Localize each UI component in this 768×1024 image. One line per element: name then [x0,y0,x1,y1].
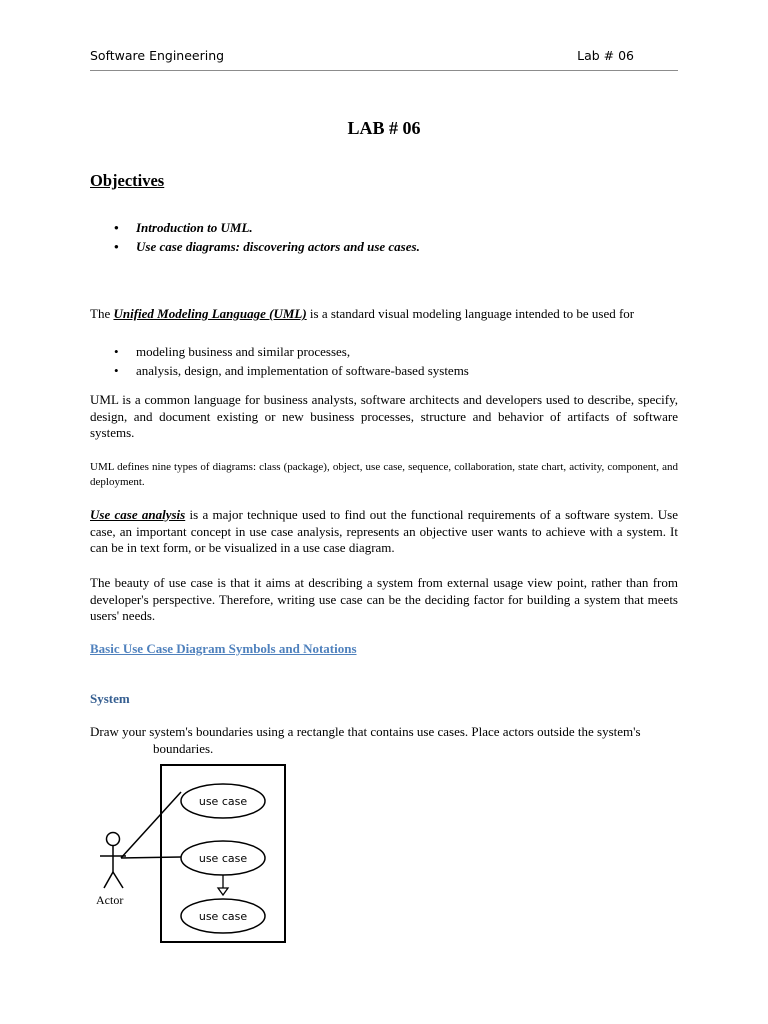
use-case-label: use case [198,910,248,923]
list-item: • Introduction to UML. [114,218,420,237]
system-paragraph [90,724,678,757]
use-case-beauty-paragraph: The beauty of use case is that it aims at describing a system from external usage view point, rather than from developer's perspective. Therefore, writing use case can be the deciding factor for building a system that meets users' needs. [90,575,678,623]
system-text-line2: boundaries. [153,740,214,756]
system-text-line1: Draw your system's boundaries using a rectangle that contains use cases. Place actors outside the system's [90,724,641,739]
header-lab-number: Lab # 06 [577,48,634,63]
symbols-notations-link[interactable]: Basic Use Case Diagram Symbols and Notations [90,641,357,656]
use-case-label: use case [198,852,248,865]
actor-label: Actor [96,893,124,907]
use-case-label: use case [198,795,248,808]
uml-intro-paragraph [90,306,678,323]
list-item: • modeling business and similar processes, [114,342,469,361]
objectives-heading: Objectives [90,171,165,190]
list-item: • analysis, design, and implementation of software-based systems [114,361,469,380]
objectives-list [114,218,420,256]
page-header [90,46,678,71]
uml-intro-prefix: The [90,306,114,321]
use-case-analysis-paragraph [90,507,678,557]
arrowhead-icon [218,888,228,895]
uml-intro-suffix: is a standard visual modeling language intended to be used for [306,306,635,321]
association-line [121,857,181,858]
actor-stick-figure-icon [100,833,126,889]
list-item: • Use case diagrams: discovering actors and use cases. [114,237,420,256]
association-line [121,792,181,858]
use-case-diagram [90,760,300,950]
uml-types-paragraph: UML defines nine types of diagrams: class (package), object, use case, sequence, collaboration, state chart, activity, component, and deployment. [90,461,678,488]
uml-term: Unified Modeling Language (UML) [113,306,307,321]
uml-common-paragraph: UML is a common language for business analysts, software architects and developers used to describe, specify, design, and document existing or new business processes, structure and behavior of artifacts of software systems. [90,392,678,440]
system-heading: System [90,691,130,706]
use-case-analysis-text: is a major technique used to find out the functional requirements of a software system. Use case, an important concept in use case analysis, represents an objective user wants to achieve with a system. It can be in text form, or be visualized in a use case diagram. [90,507,678,555]
use-case-analysis-term: Use case analysis [90,507,186,522]
uml-uses-list [114,342,469,380]
page-title: LAB # 06 [347,118,421,138]
header-course: Software Engineering [90,48,225,63]
